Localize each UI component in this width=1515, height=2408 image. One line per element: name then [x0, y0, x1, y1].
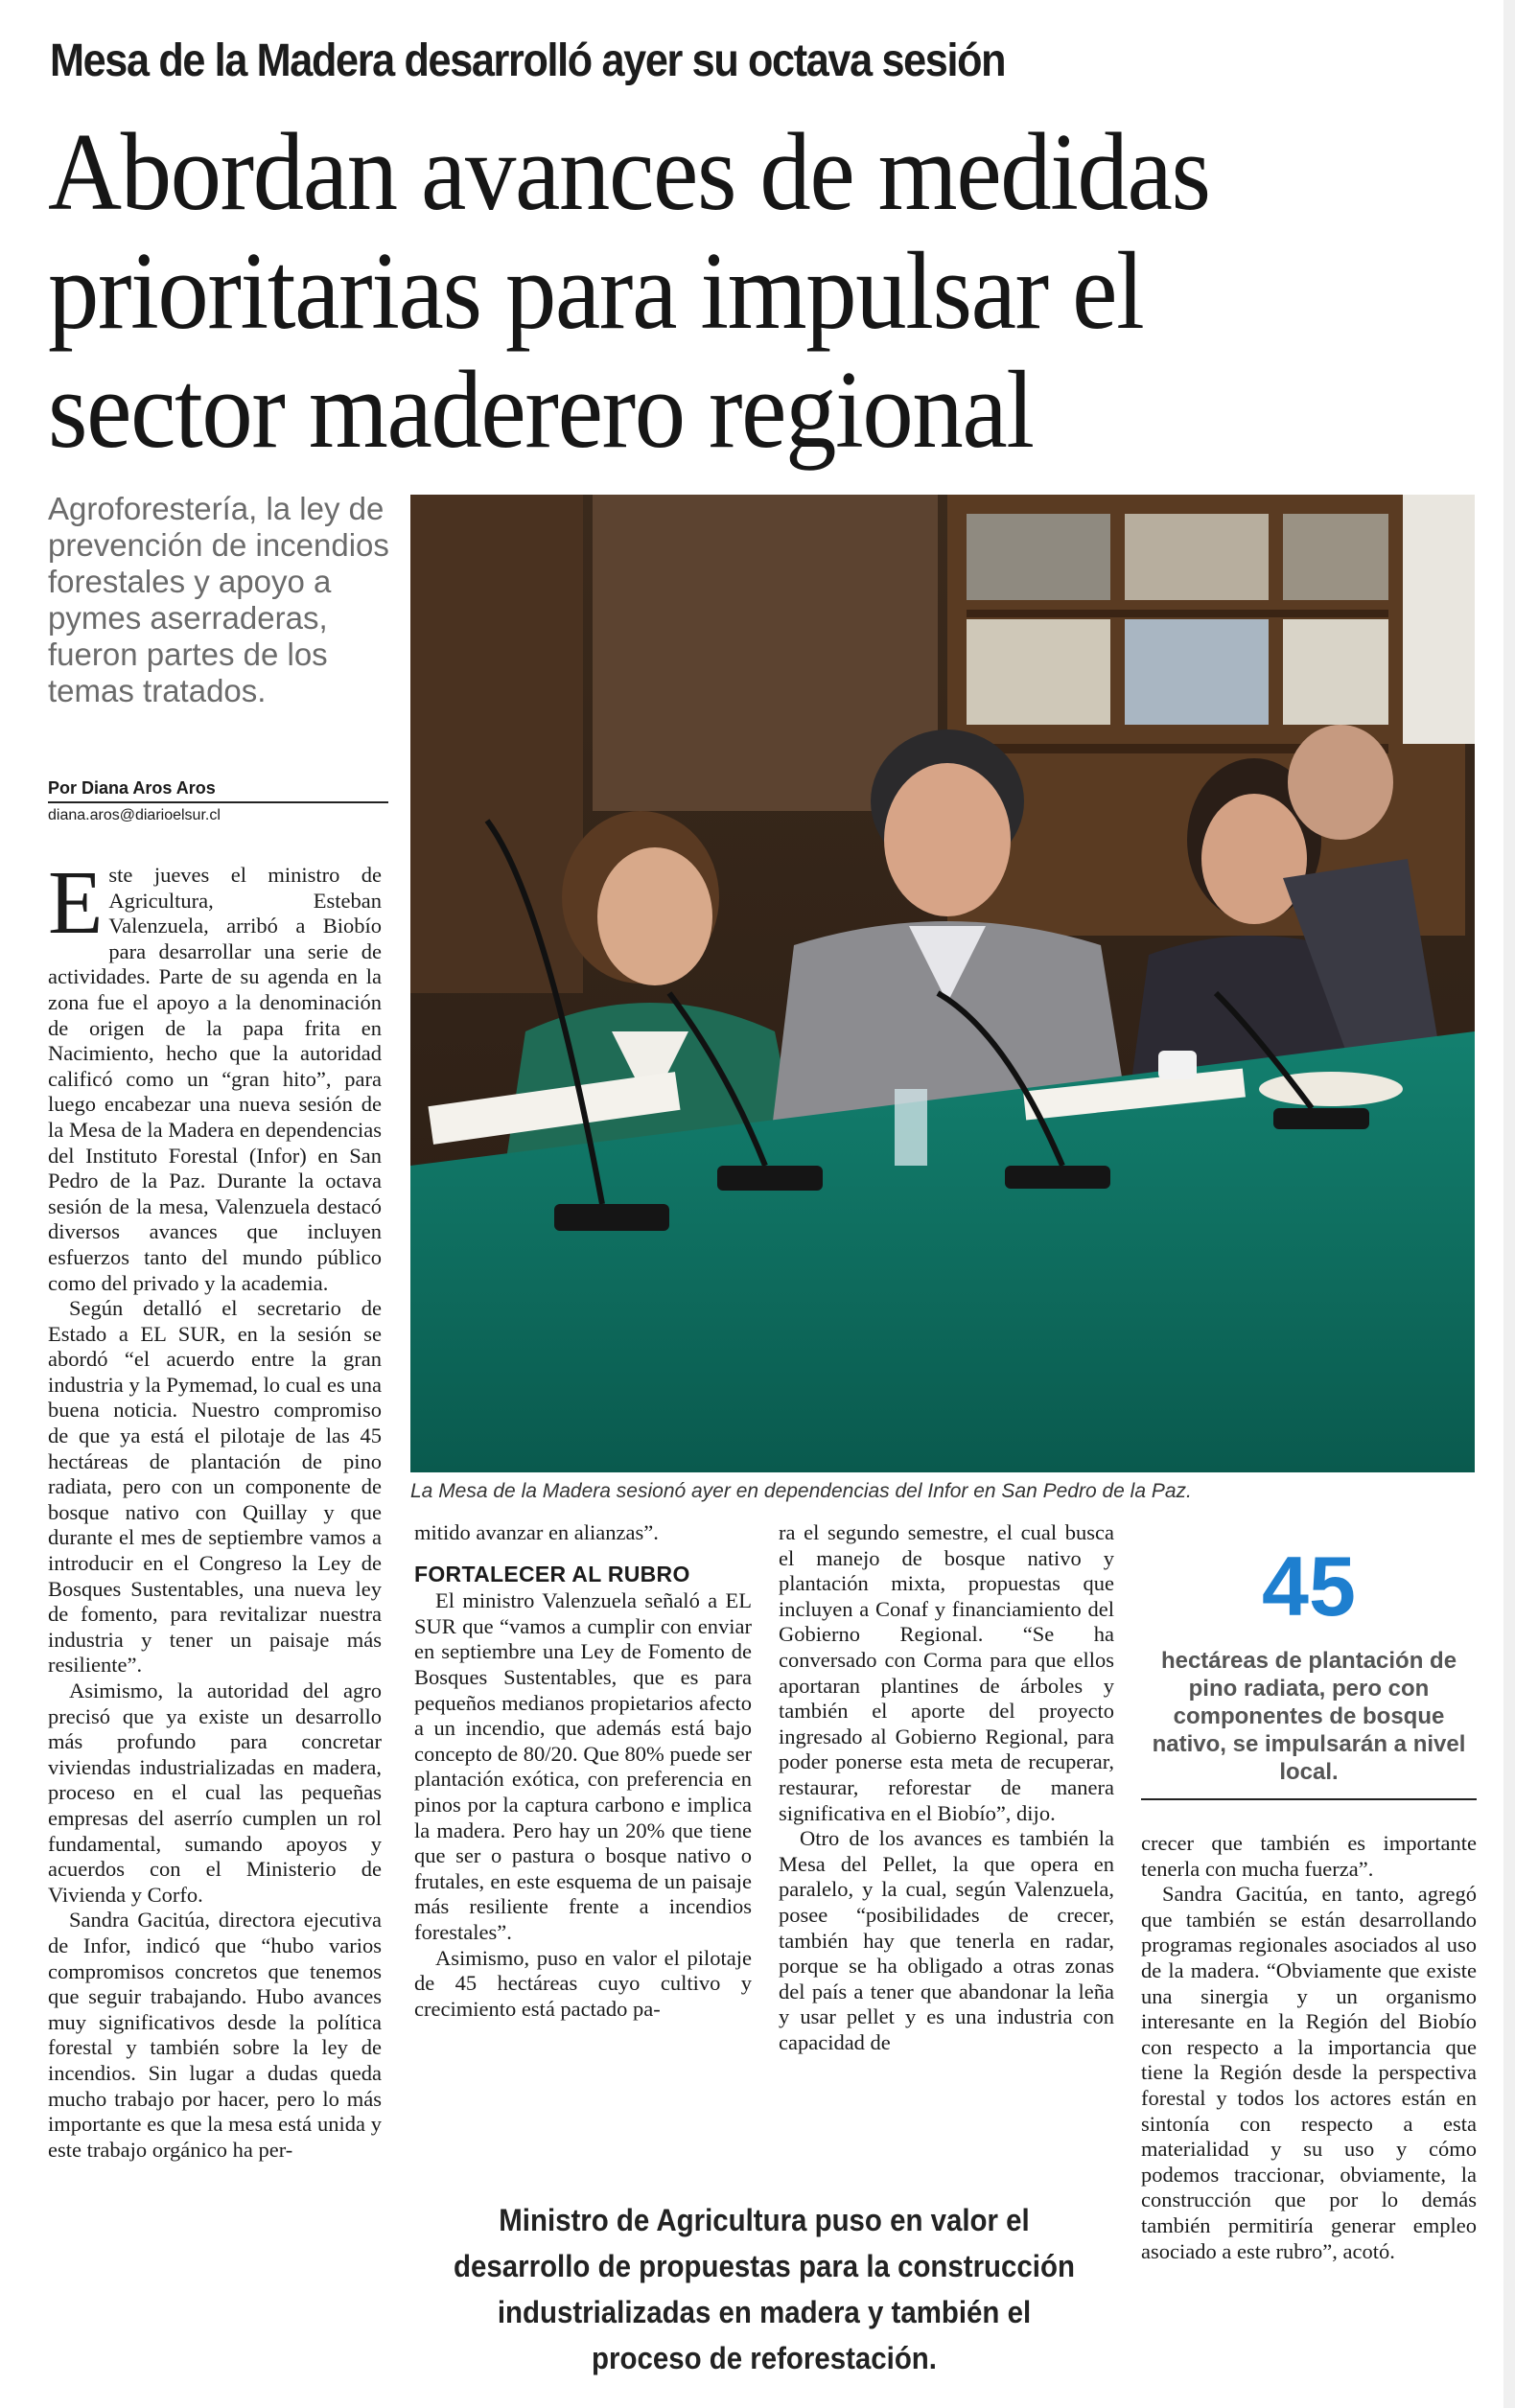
headline-line-2: prioritarias para impulsar el: [48, 230, 1144, 353]
paragraph-9: Otro de los avances es también la Mesa del Pellet, la que opera en paralelo, y la cual, según Valenzuela, posee “posibilidades de crecer, también hay que tenerla en radar, porque se ha obligado a otras zonas del país a tener que abandonar la leña y usar pellet y es una industria con capacidad de: [779, 1826, 1114, 2054]
body-column-3: [779, 1520, 1114, 2055]
stat-divider: [1141, 1798, 1477, 1800]
paragraph-5: mitido avanzar en alianzas”.: [414, 1520, 659, 1544]
body-column-2: [414, 1520, 752, 2022]
headline-line-3: sector maderero regional: [48, 349, 1034, 472]
byline-email[interactable]: diana.aros@diarioelsur.cl: [48, 807, 221, 823]
photo-caption: La Mesa de la Madera sesionó ayer en dependencias del Infor en San Pedro de la Paz.: [410, 1480, 1192, 1502]
byline-author: Por Diana Aros Aros: [48, 778, 388, 803]
stat-value: 45: [1262, 1539, 1356, 1633]
body-column-1: [48, 853, 382, 2163]
paragraph-7: Asimismo, puso en valor el pilotaje de 45 hectáreas cuyo cultivo y crecimiento está pactado pa-: [414, 1945, 752, 2021]
paragraph-10: crecer que también es importante tenerla con mucha fuerza”.: [1141, 1831, 1477, 1881]
paragraph-8: ra el segundo semestre, el cual busca el manejo de bosque nativo y plantación mixta, propuestas que incluyen a Conaf y financiamiento del Gobierno Regional. “Se ha conversado con Corma para que ellos aportaran plantines de árboles y también el aporte del proyecto ingresado al Gobierno Regional, para poder ponerse esta meta de recuperar, restaurar, reforestar de manera significativa en el Biobío”, dijo.: [779, 1520, 1114, 1825]
headline-line-1: Abordan avances de medidas: [48, 111, 1210, 234]
paragraph-4: Sandra Gacitúa, directora ejecutiva de Infor, indicó que “hubo varios compromisos concretos que tenemos que seguir trabajando. Hubo avances muy significativos desde la política forestal y también sobre la ley de incendios. Sin lugar a dudas queda mucho trabajo por hacer, pero lo más importante es que la mesa está unida y este trabajo orgánico ha per-: [48, 1908, 382, 2162]
meeting-photo-illustration: [410, 495, 1475, 1472]
headline: [48, 113, 1424, 470]
paragraph-11: Sandra Gacitúa, en tanto, agregó que también se están desarrollando programas regionales asociados al uso de la madera. “Obviamente que existe una sinergia y un organismo interesante en la Región del Biobío con respecto a la importancia que tiene la Región desde la perspectiva forestal y todos los actores están en sintonía con respecto a esta materialidad y su uso y cómo podemos traccionar, obviamente, la construcción que por lo demás también permitiría generar empleo asociado a este rubro”, acotó.: [1141, 1882, 1477, 2263]
drop-cap: E: [48, 853, 104, 953]
byline: [48, 778, 388, 824]
paragraph-1: Este jueves el ministro de Agricultura, Esteban Valenzuela, arribó a Biobío para desarrollar una serie de actividades. Parte de su agenda en la zona fue el apoyo a la denominación de origen de la papa frita en Nacimiento, hecho que la autoridad calificó como un “gran hito”, para luego encabezar una nueva sesión de la Mesa de la Madera en dependencias del Instituto Forestal (Infor) en San Pedro de la Paz. Durante la octava sesión de la mesa, Valenzuela destacó diversos avances que incluyen esfuerzos tanto del mundo público como del privado y la academia.: [48, 853, 382, 1295]
pull-quote: Ministro de Agricultura puso en valor el desarrollo de propuestas para la construcción industrializadas en madera y también el proceso de reforestación.: [454, 2203, 1075, 2375]
article-photo: [410, 495, 1475, 1472]
lead-paragraph: Agroforestería, la ley de prevención de incendios forestales y apoyo a pymes aserraderas, fueron partes de los temas tratados.: [48, 491, 389, 708]
paragraph-6: El ministro Valenzuela señaló a EL SUR que “vamos a cumplir con enviar en septiembre una Ley de Fomento de Bosques Sustentables, que es para pequeños medianos propietarios afecto a un incendio, que además está bajo concepto de 80/20. Que 80% puede ser plantación exótica, con preferencia en pinos por la captura carbono e implica la madera. Pero hay un 20% que tiene que ser o pastura o bosque nativo o frutales, en este esquema de un paisaje más resiliente frente a incendios forestales”.: [414, 1588, 752, 1944]
page-edge: [1503, 0, 1515, 2408]
paragraph-2: Según detalló el secretario de Estado a EL SUR, en la sesión se abordó “el acuerdo entre la gran industria y la Pymemad, lo cual es una buena noticia. Nuestro compromiso de que ya está el pilotaje de las 45 hectáreas de plantación de pino radiata, pero con un componente de bosque nativo con Quillay y que durante el mes de septiembre vamos a introducir en el Congreso la Ley de Bosques Sustentables, una nueva ley de fomento, para revitalizar nuestra industria y tener un paisaje más resiliente”.: [48, 1296, 382, 1678]
body-column-4: [1141, 1831, 1477, 2264]
paragraph-3: Asimismo, la autoridad del agro precisó que ya existe un desarrollo más profundo para concretar viviendas industrializadas en madera, proceso en el cual las pequeñas empresas del aserrío cumplen un rol fundamental, sumando apoyos y acuerdos con el Ministerio de Vivienda y Corfo.: [48, 1679, 382, 1907]
stat-description: hectáreas de plantación de pino radiata, pero con componentes de bosque nativo, se impulsarán a nivel local.: [1152, 1648, 1466, 1785]
kicker: Mesa de la Madera desarrolló ayer su octava sesión: [50, 35, 1006, 86]
section-subhead: FORTALECER AL RUBRO: [414, 1561, 690, 1586]
